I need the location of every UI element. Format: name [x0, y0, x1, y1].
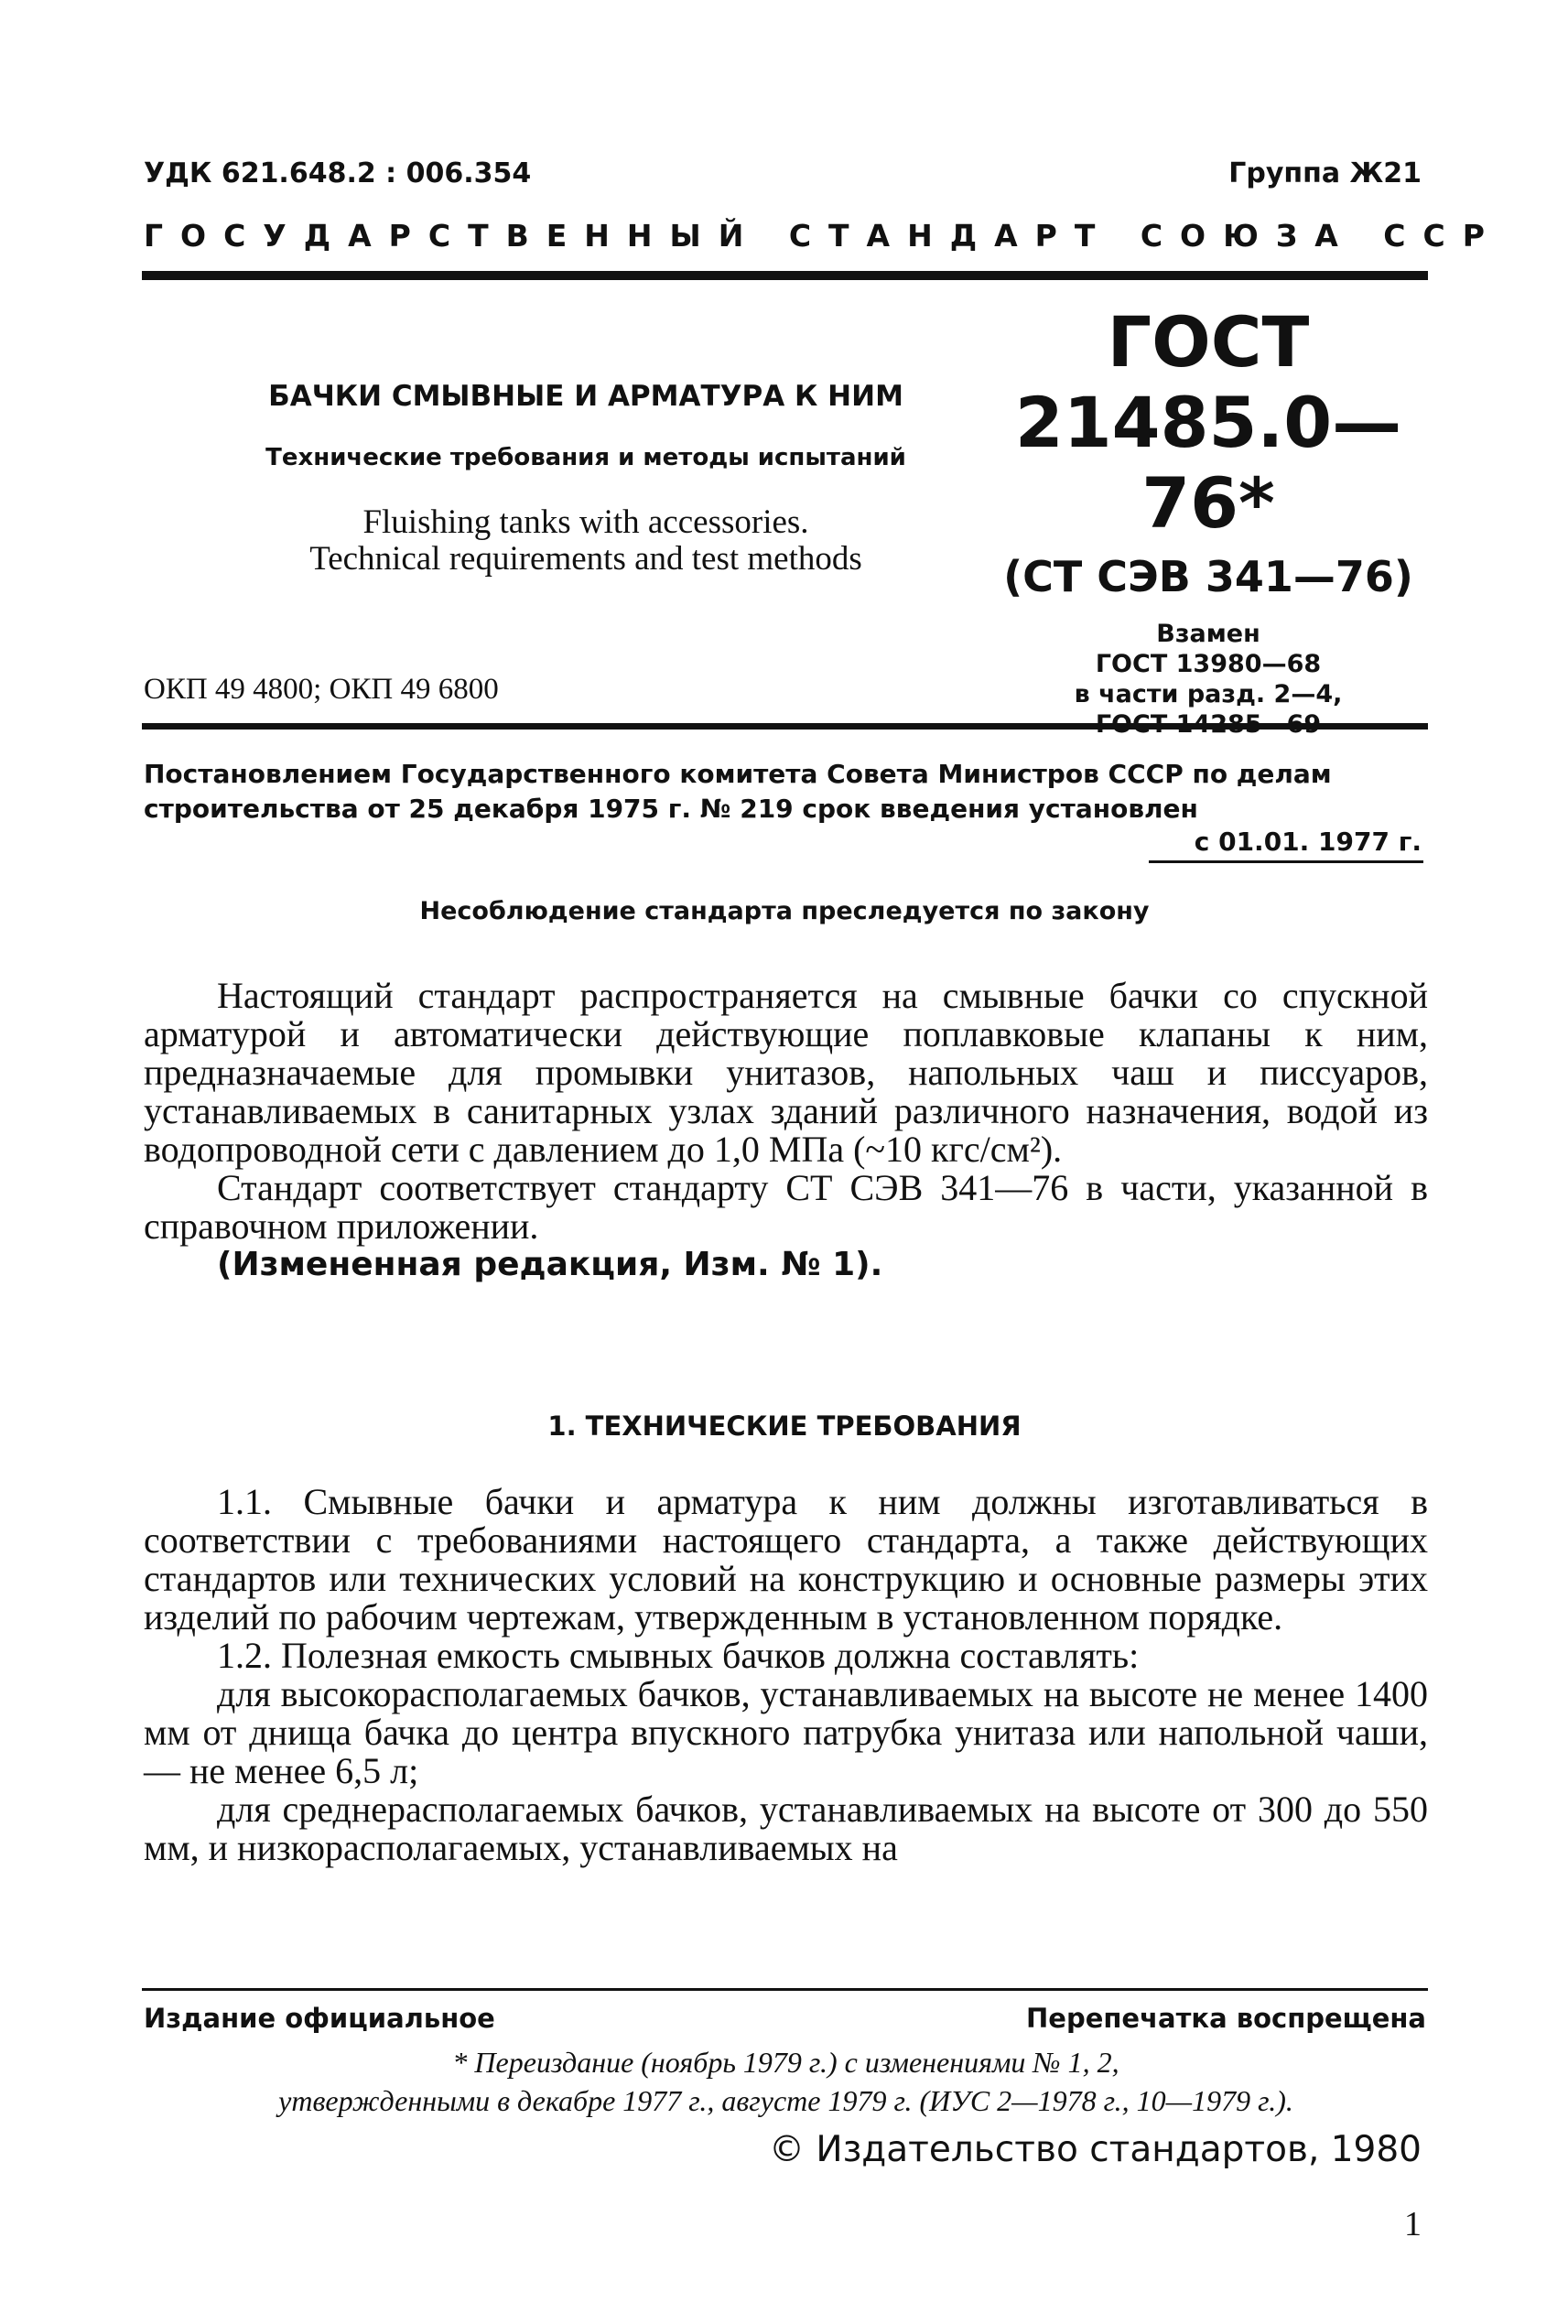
law-notice: Несоблюдение стандарта преследуется по закону: [419, 897, 1150, 925]
reprint-note-line-2: утвержденными в декабре 1977 г., августе 1979 г. (ИУС 2—1978 г., 10—1979 г.).: [278, 2084, 1293, 2117]
amendment-note: (Измененная редакция, Изм. № 1).: [217, 1246, 883, 1283]
replaces-label: Взамен: [1156, 620, 1260, 648]
intro-paragraph-1: Настоящий стандарт распространяется на смывные бачки со спускной арматурой и автоматически действующие поплавковые клапаны к ним, предназначаемые для промывки унитазов, напольных чаш и писсуаров, устанавливаемых в санитарных узлах зданий различного назначения, водой из водопроводной сети с давлением до 1,0 МПа (~10 кгс/см²).: [144, 975, 1428, 1170]
decree-text: Постановлением Государственного комитета Совета Министров СССР по делам строительства от 25 декабря 1975 г. № 219 срок введения установлен: [144, 759, 1332, 824]
section-1-body: [144, 1483, 1428, 1867]
clause-1-2: 1.2. Полезная емкость смывных бачков должна составлять:: [217, 1635, 1140, 1676]
gost-label: ГОСТ: [1107, 301, 1310, 383]
gost-number: 21485.0—76*: [1014, 382, 1402, 544]
intro-section: [144, 977, 1428, 1284]
clause-1-2-high-tanks: для высокорасполагаемых бачков, устанавливаемых на высоте не менее 1400 мм от днища бачка до центра впускного патрубка унитаза или напольной чаши, — не менее 6,5 л;: [144, 1673, 1428, 1791]
replaces-sections: в части разд. 2—4,: [1074, 680, 1343, 708]
state-standard-banner: ГОСУДАРСТВЕННЫЙ СТАНДАРТ СОЮЗА ССР: [144, 218, 1502, 254]
copyright: © Издательство стандартов, 1980: [769, 2129, 1422, 2170]
replaces-gost-1: ГОСТ 13980—68: [1095, 650, 1322, 678]
section-1-title: 1. ТЕХНИЧЕСКИЕ ТРЕБОВАНИЯ: [547, 1411, 1022, 1442]
reprint-note-line-1: * Переиздание (ноябрь 1979 г.) с изменениями № 1, 2,: [452, 2046, 1119, 2079]
page-number: 1: [1404, 2205, 1422, 2243]
official-edition: Издание официальное: [144, 2003, 495, 2034]
document-subtitle: Технические требования и методы испытаний: [265, 444, 906, 471]
cmea-standard: (СТ СЭВ 341—76): [1003, 552, 1413, 601]
reprint-note: [144, 2043, 1428, 2120]
english-title-line-2: Technical requirements and test methods: [309, 540, 862, 578]
reprint-forbidden: Перепечатка воспрещена: [1026, 2003, 1426, 2034]
header-rule: [142, 271, 1428, 280]
clause-1-2-mid-tanks: для среднерасполагаемых бачков, устанавливаемых на высоте от 300 до 550 мм, и низкорасполагаемых, устанавливаемых на: [144, 1789, 1428, 1868]
decree-date: с 01.01. 1977 г.: [1194, 827, 1422, 857]
okp-codes: ОКП 49 4800; ОКП 49 6800: [144, 673, 499, 706]
document-title: БАЧКИ СМЫВНЫЕ И АРМАТУРА К НИМ: [268, 380, 903, 413]
title-block: [183, 380, 989, 578]
gost-block: [998, 302, 1419, 740]
clause-1-1: 1.1. Смывные бачки и арматура к ним должны изготавливаться в соответствии с требованиями настоящего стандарта, а также действующих стандартов или технических условий на конструкцию и основные размеры этих изделий по рабочим чертежам, утвержденным в установленном порядке.: [144, 1481, 1428, 1638]
udk-code: УДК 621.648.2 : 006.354: [144, 157, 532, 189]
footer-rule: [142, 1988, 1428, 1991]
decree-date-underline: [1149, 860, 1423, 863]
title-rule: [142, 723, 1428, 730]
intro-paragraph-2: Стандарт соответствует стандарту СТ СЭВ 341—76 в части, указанной в справочном приложении.: [144, 1167, 1428, 1247]
group-code: Группа Ж21: [1228, 157, 1422, 189]
english-title-line-1: Fluishing tanks with accessories.: [362, 503, 809, 541]
